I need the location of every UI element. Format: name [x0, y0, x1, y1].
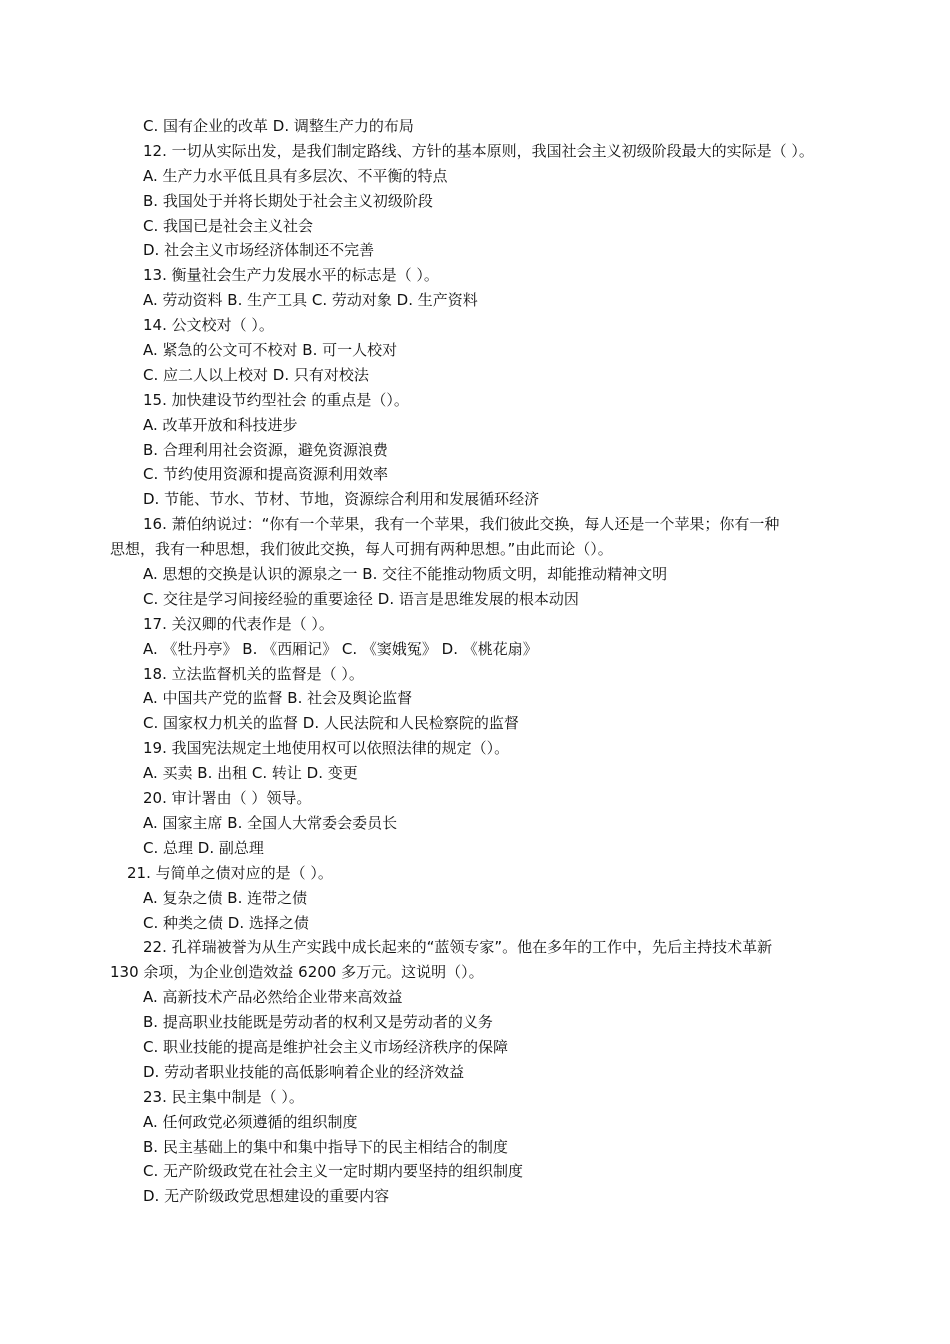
question-13: 13. 衡量社会生产力发展水平的标志是（ ）。	[143, 266, 439, 285]
question-17: 17. 关汉卿的代表作是（ ）。	[143, 614, 334, 633]
option-line: A. 中国共产党的监督 B. 社会及舆论监督	[143, 689, 413, 708]
option-line: C. 种类之债 D. 选择之债	[143, 913, 309, 932]
option-line: B. 我国处于并将长期处于社会主义初级阶段	[143, 191, 433, 210]
option-line: C. 国家权力机关的监督 D. 人民法院和人民检察院的监督	[143, 714, 519, 733]
question-12: 12. 一切从实际出发，是我们制定路线、方针的基本原则，我国社会主义初级阶段最大的实际是（ ）。	[143, 141, 814, 160]
option-line: C. 交往是学习间接经验的重要途径 D. 语言是思维发展的根本动因	[143, 589, 579, 608]
option-line: A. 生产力水平低且具有多层次、不平衡的特点	[143, 166, 448, 185]
question-16: 16. 萧伯纳说过：“你有一个苹果，我有一个苹果，我们彼此交换，每人还是一个苹果；你有一种	[143, 515, 780, 534]
question-20: 20. 审计署由（ ）领导。	[143, 789, 312, 808]
question-16-continued: 思想，我有一种思想，我们彼此交换，每人可拥有两种思想。”由此而论（）。	[110, 540, 613, 559]
option-line: C. 节约使用资源和提高资源利用效率	[143, 465, 389, 484]
option-line: D. 无产阶级政党思想建设的重要内容	[143, 1187, 390, 1206]
option-line: A. 紧急的公文可不校对 B. 可一人校对	[143, 341, 398, 360]
option-line: D. 节能、节水、节材、节地，资源综合利用和发展循环经济	[143, 490, 540, 509]
option-line: A. 改革开放和科技进步	[143, 415, 298, 434]
option-line: B. 合理利用社会资源，避免资源浪费	[143, 440, 388, 459]
option-line: A. 复杂之债 B. 连带之债	[143, 888, 308, 907]
question-19: 19. 我国宪法规定土地使用权可以依照法律的规定（）。	[143, 739, 510, 758]
question-15: 15. 加快建设节约型社会 的重点是（）。	[143, 390, 409, 409]
question-14: 14. 公文校对（ ）。	[143, 316, 274, 335]
option-line: A. 任何政党必须遵循的组织制度	[143, 1112, 358, 1131]
option-line: D. 社会主义市场经济体制还不完善	[143, 241, 375, 260]
option-line: C. 应二人以上校对 D. 只有对校法	[143, 365, 369, 384]
option-line: C. 总理 D. 副总理	[143, 838, 264, 857]
option-line: B. 民主基础上的集中和集中指导下的民主相结合的制度	[143, 1137, 508, 1156]
option-line: C. 国有企业的改革 D. 调整生产力的布局	[143, 117, 414, 135]
question-22-continued: 130 余项，为企业创造效益 6200 多万元。这说明（）。	[110, 963, 484, 982]
option-line: C. 职业技能的提高是维护社会主义市场经济秩序的保障	[143, 1037, 509, 1056]
option-line: C. 我国已是社会主义社会	[143, 216, 314, 235]
option-line: A. 高新技术产品必然给企业带来高效益	[143, 988, 403, 1007]
question-18: 18. 立法监督机关的监督是（ ）。	[143, 664, 364, 683]
option-line: A. 劳动资料 B. 生产工具 C. 劳动对象 D. 生产资料	[143, 291, 478, 310]
question-22: 22. 孔祥瑞被誉为从生产实践中成长起来的“蓝领专家”。他在多年的工作中，先后主持技术革新	[143, 938, 773, 957]
document-page	[0, 114, 950, 1209]
question-23: 23. 民主集中制是（ ）。	[143, 1087, 304, 1106]
option-line: C. 无产阶级政党在社会主义一定时期内要坚持的组织制度	[143, 1162, 524, 1181]
option-line: A. 国家主席 B. 全国人大常委会委员长	[143, 813, 398, 832]
option-line: D. 劳动者职业技能的高低影响着企业的经济效益	[143, 1062, 465, 1081]
question-21: 21. 与简单之债对应的是（ ）。	[127, 863, 333, 882]
option-line: B. 提高职业技能既是劳动者的权利又是劳动者的义务	[143, 1013, 493, 1032]
option-line: A. 思想的交换是认识的源泉之一 B. 交往不能推动物质文明，却能推动精神文明	[143, 565, 668, 584]
option-line: A. 买卖 B. 出租 C. 转让 D. 变更	[143, 764, 358, 783]
option-line: A. 《牡丹亭》 B. 《西厢记》 C. 《窦娥冤》 D. 《桃花扇》	[143, 639, 538, 658]
